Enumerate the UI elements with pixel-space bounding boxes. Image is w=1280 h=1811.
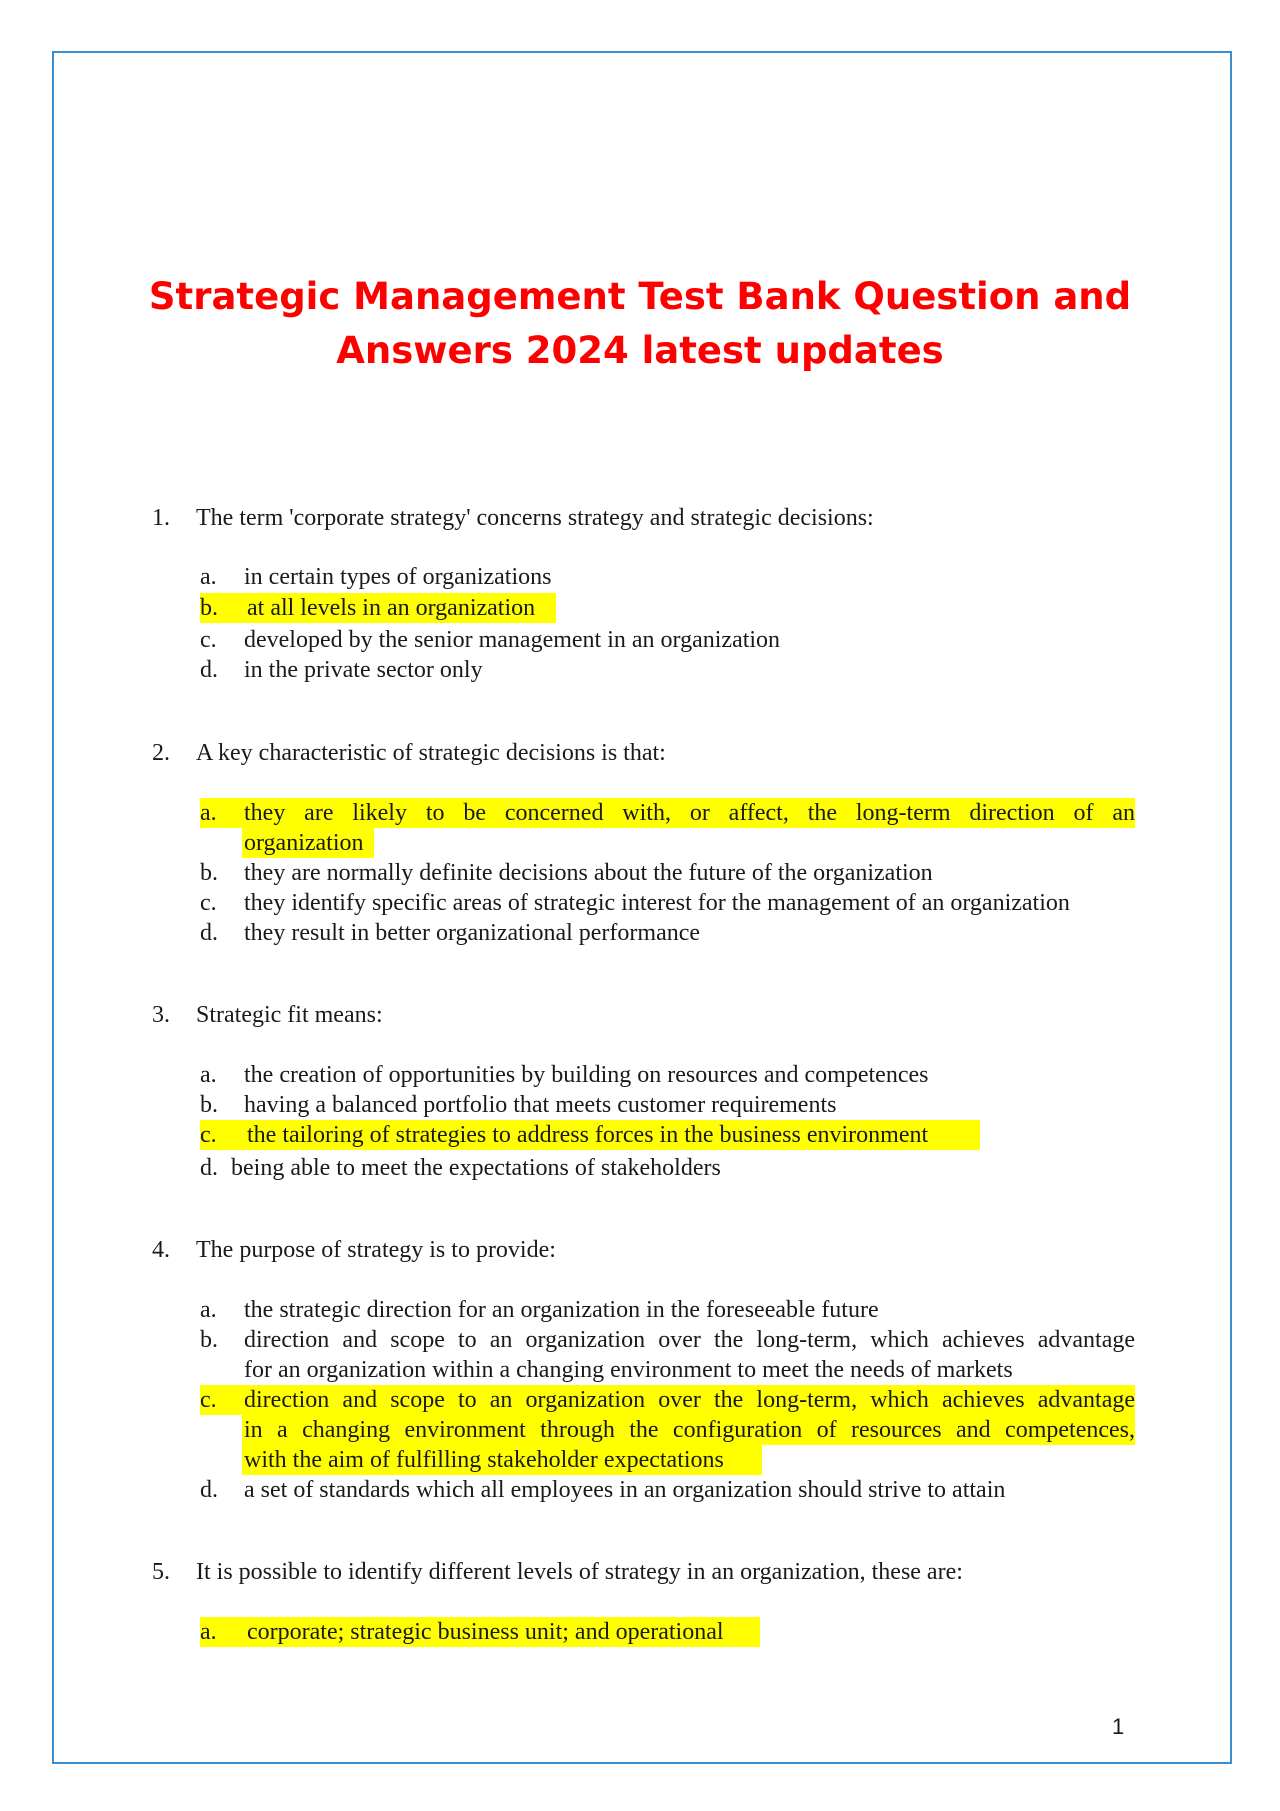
option-letter: a.	[200, 1619, 217, 1645]
option-text: the tailoring of strategies to address forces in the business environment	[247, 1122, 929, 1148]
option-letter: b.	[200, 1092, 218, 1118]
option-text-line-3: with the aim of fulfilling stakeholder expectations	[244, 1447, 724, 1473]
question-text: The term 'corporate strategy' concerns strategy and strategic decisions:	[196, 505, 874, 531]
title-line-2: Answers 2024 latest updates	[336, 329, 944, 372]
option-text: they identify specific areas of strategic interest for the management of an organization	[244, 890, 1070, 916]
question-number: 4.	[152, 1237, 170, 1263]
option-letter: b.	[200, 595, 218, 621]
option-text: in the private sector only	[244, 657, 483, 683]
option-1c	[200, 625, 1135, 655]
option-3c-correct	[200, 1120, 1135, 1150]
question-number: 1.	[152, 505, 170, 531]
option-2b	[200, 858, 1135, 888]
question-text: A key characteristic of strategic decisions is that:	[196, 740, 666, 766]
option-letter: a.	[200, 564, 217, 590]
option-2c	[200, 888, 1135, 918]
option-letter: d.	[200, 920, 218, 946]
option-text-line-1: direction and scope to an organization over the long-term, which achieves advantage	[244, 1387, 1135, 1413]
question-number: 2.	[152, 740, 170, 766]
option-letter: d.	[200, 657, 218, 683]
option-text: the creation of opportunities by building on resources and competences	[244, 1062, 929, 1088]
option-4d	[200, 1475, 1135, 1505]
option-text-line-2: in a changing environment through the configuration of resources and competences,	[244, 1417, 1135, 1443]
option-letter: d.	[200, 1155, 218, 1181]
option-text-line-2: for an organization within a changing environment to meet the needs of markets	[244, 1357, 1013, 1383]
option-4c-correct	[200, 1385, 1135, 1415]
option-text: corporate; strategic business unit; and operational	[247, 1619, 724, 1645]
option-1d	[200, 655, 1135, 685]
question-text: It is possible to identify different levels of strategy in an organization, these are:	[196, 1559, 963, 1585]
option-text: they are normally definite decisions about the future of the organization	[244, 860, 933, 886]
option-1b-correct	[200, 593, 1135, 623]
option-4a	[200, 1295, 1135, 1325]
option-5a-correct	[200, 1617, 1135, 1647]
option-4b	[200, 1325, 1135, 1355]
option-text-line-2: organization	[244, 830, 364, 856]
option-text: a set of standards which all employees in an organization should strive to attain	[244, 1477, 1006, 1503]
option-letter: d.	[200, 1477, 218, 1503]
option-text: in certain types of organizations	[244, 564, 552, 590]
question-text: Strategic fit means:	[196, 1002, 383, 1028]
option-letter: a.	[200, 1062, 217, 1088]
option-4c-continued-2	[200, 1445, 1135, 1475]
question-4	[152, 1235, 556, 1265]
option-text: they result in better organizational performance	[244, 920, 701, 946]
option-text: the strategic direction for an organization in the foreseeable future	[244, 1297, 879, 1323]
option-letter: c.	[200, 1387, 217, 1413]
option-letter: c.	[200, 1122, 217, 1148]
option-3d	[200, 1153, 1135, 1183]
option-2a-continued	[200, 828, 1135, 858]
option-letter: c.	[200, 890, 217, 916]
title-line-1: Strategic Management Test Bank Question and	[148, 275, 1132, 318]
question-text: The purpose of strategy is to provide:	[196, 1237, 556, 1263]
option-letter: b.	[200, 1327, 218, 1353]
page-number: 1	[1112, 1714, 1125, 1739]
option-letter: a.	[200, 1297, 217, 1323]
option-letter: c.	[200, 627, 217, 653]
question-3	[152, 1000, 383, 1030]
question-number: 3.	[152, 1002, 170, 1028]
question-2	[152, 738, 666, 768]
option-letter: a.	[200, 800, 217, 826]
option-text-line-1: direction and scope to an organization over the long-term, which achieves advantage	[244, 1327, 1135, 1353]
option-2d	[200, 918, 1135, 948]
option-3b	[200, 1090, 1135, 1120]
option-text-line-1: they are likely to be concerned with, or affect, the long-term direction of an	[244, 800, 1135, 826]
option-text: at all levels in an organization	[247, 595, 536, 621]
option-4b-continued	[200, 1355, 1135, 1385]
option-text: being able to meet the expectations of stakeholders	[231, 1155, 721, 1181]
option-text: having a balanced portfolio that meets customer requirements	[244, 1092, 837, 1118]
option-letter: b.	[200, 860, 218, 886]
option-3a	[200, 1060, 1135, 1090]
question-1	[152, 503, 874, 533]
option-2a-correct	[200, 798, 1135, 828]
question-number: 5.	[152, 1559, 170, 1585]
option-1a	[200, 562, 1135, 592]
option-text: developed by the senior management in an organization	[244, 627, 781, 653]
option-4c-continued	[200, 1415, 1135, 1445]
question-5	[152, 1557, 963, 1587]
